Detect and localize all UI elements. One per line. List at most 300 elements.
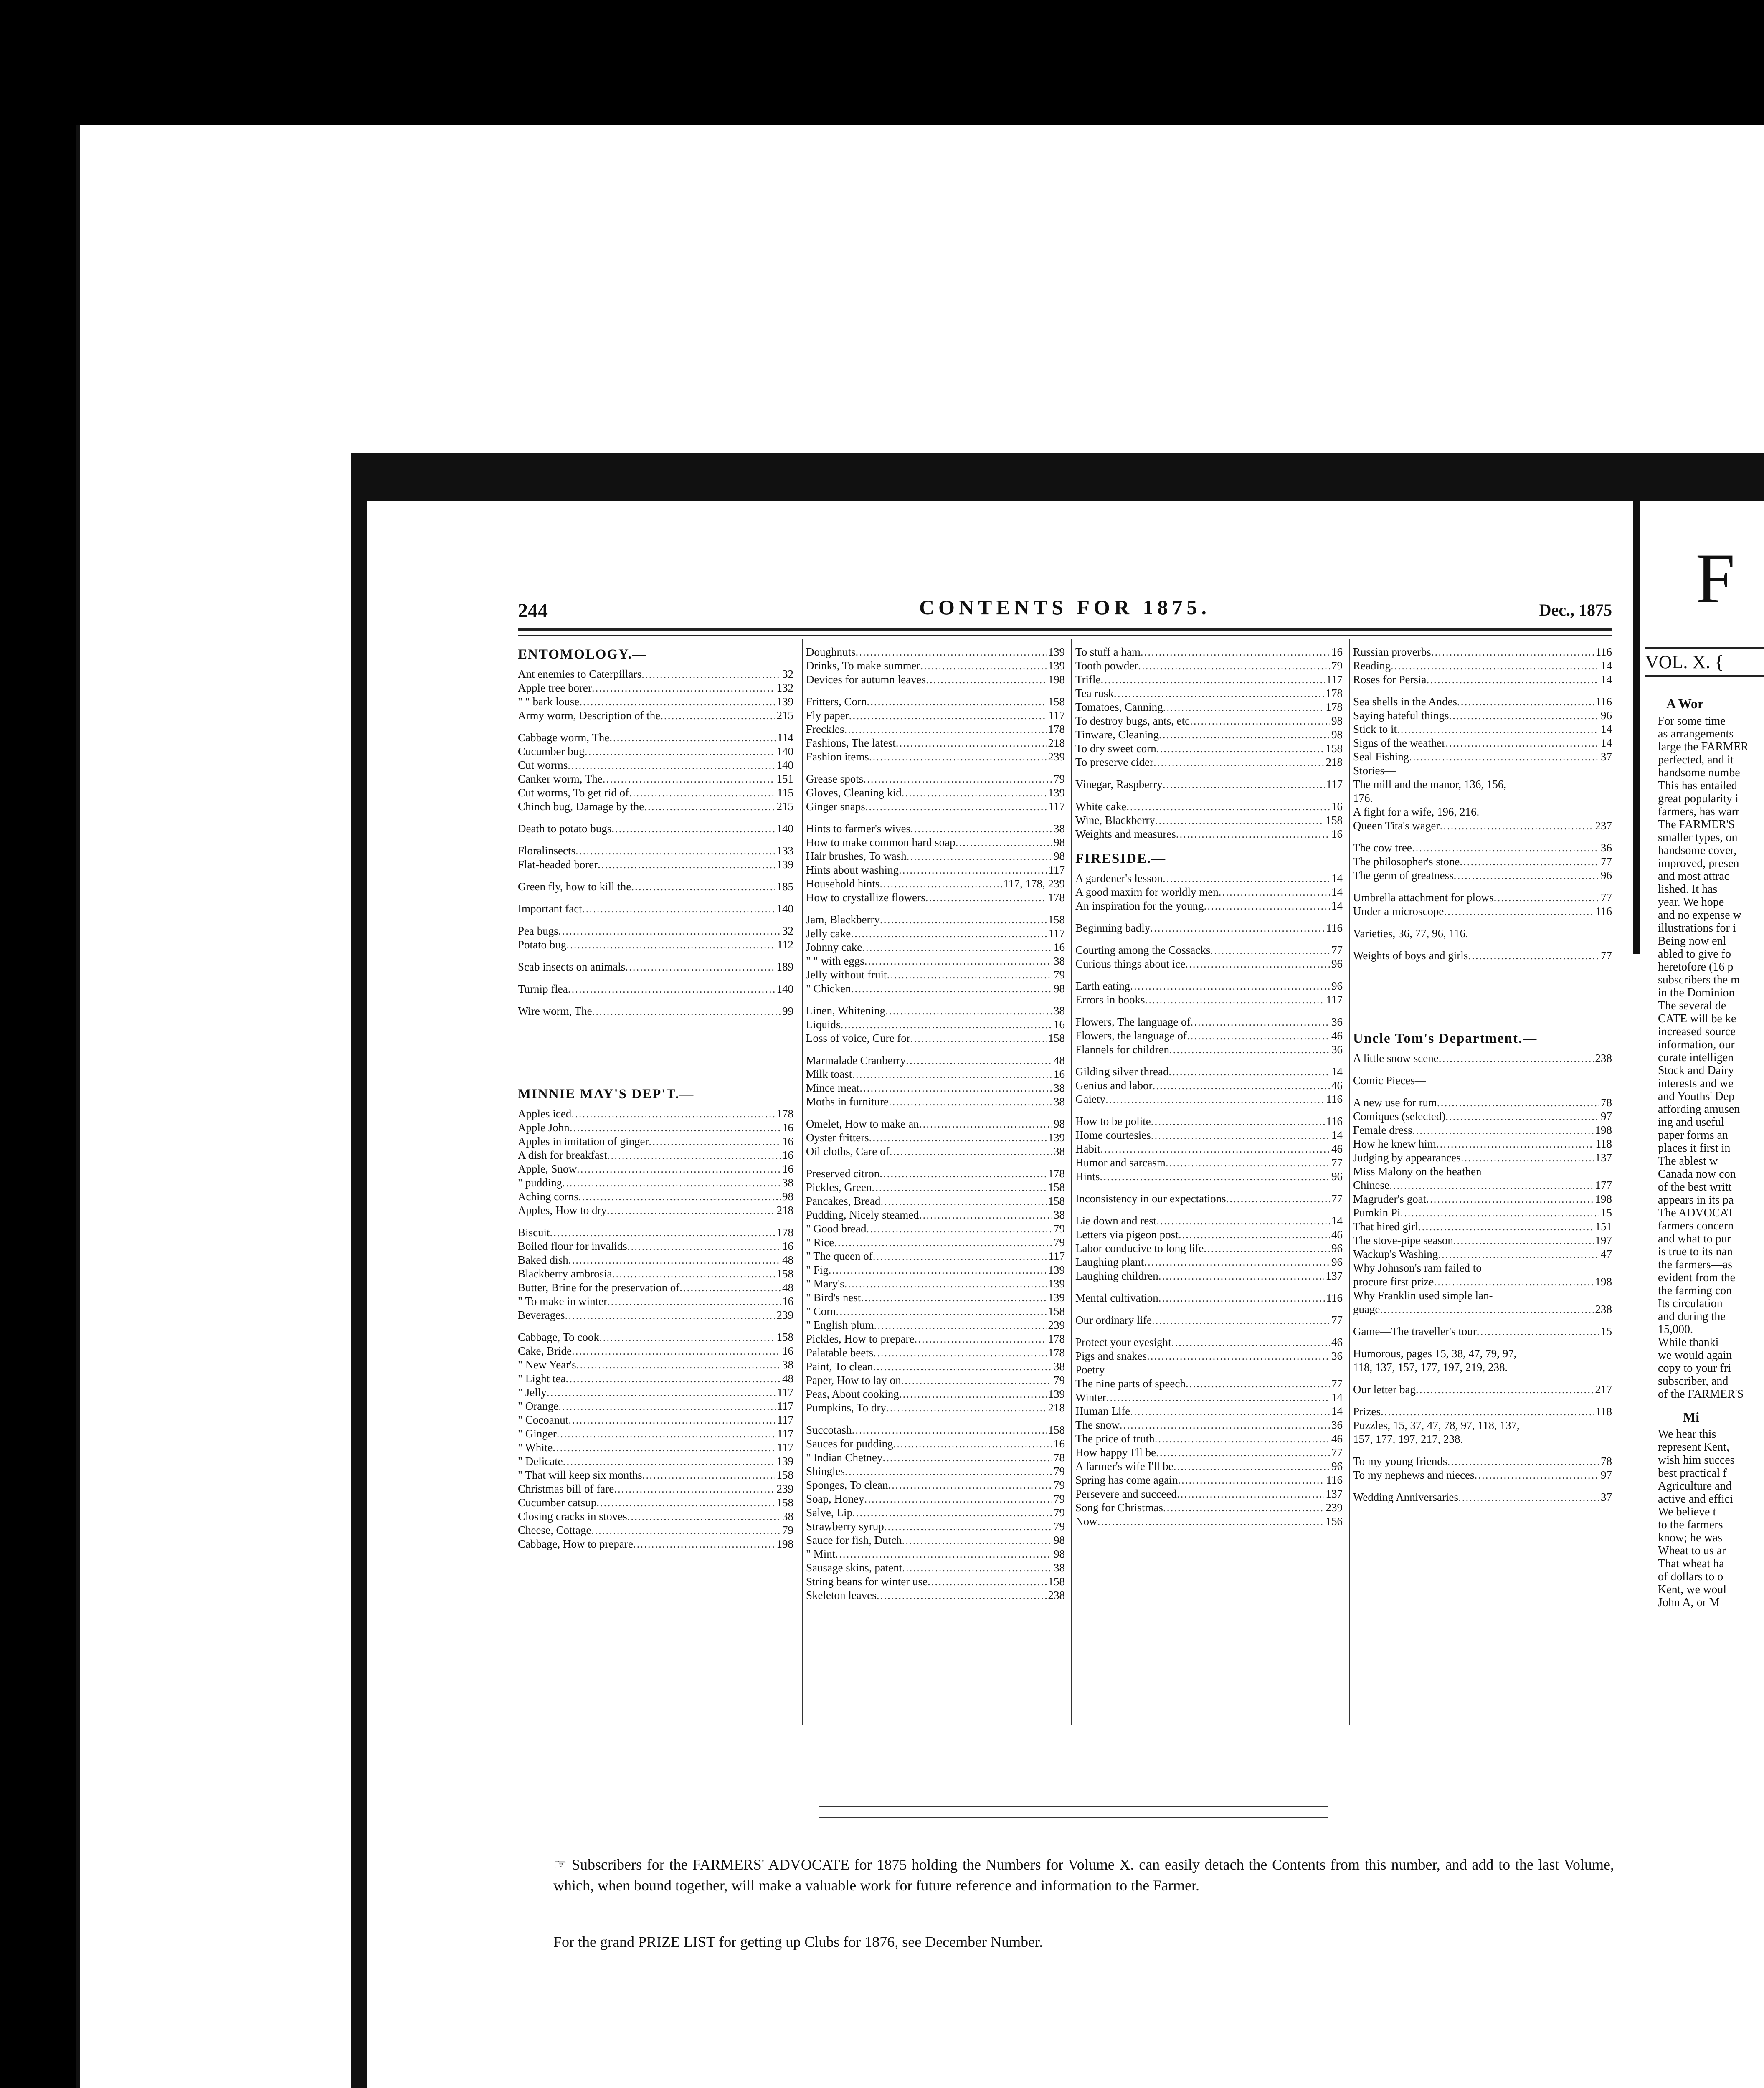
page-ref: 77 bbox=[1331, 1192, 1343, 1205]
page-ref: 79 bbox=[1054, 1465, 1065, 1477]
entry-title: Flowers, The language of bbox=[1075, 1016, 1191, 1028]
adjacent-article bbox=[1658, 697, 1764, 1609]
contents-entry bbox=[806, 1360, 1065, 1373]
dot-leader bbox=[1106, 1391, 1330, 1404]
entry-title: Weights of boys and girls bbox=[1353, 949, 1468, 962]
contents-entry bbox=[1075, 673, 1343, 687]
entry-title: " Orange bbox=[518, 1400, 559, 1412]
page-ref: 158 bbox=[1048, 1575, 1065, 1588]
dot-leader bbox=[644, 800, 775, 813]
page-ref: 132 bbox=[776, 682, 793, 694]
contents-entry bbox=[518, 709, 793, 722]
entry-title: Cut worms bbox=[518, 759, 568, 771]
entry-title: Butter, Brine for the preservation of bbox=[518, 1281, 680, 1294]
page-ref: 37 bbox=[1601, 750, 1612, 763]
contents-entry bbox=[1353, 778, 1612, 791]
entry-title: Laughing plant bbox=[1075, 1256, 1144, 1268]
dot-leader bbox=[1444, 905, 1594, 918]
page-ref: 96 bbox=[1601, 709, 1612, 722]
section-heading: MINNIE MAY'S DEP'T.— bbox=[518, 1087, 694, 1102]
dot-leader bbox=[592, 1004, 781, 1018]
adjacent-line: John A, or M bbox=[1658, 1596, 1720, 1609]
entry-title: Lie down and rest bbox=[1075, 1214, 1157, 1227]
entry-title: Tinware, Cleaning bbox=[1075, 728, 1159, 741]
dot-leader bbox=[557, 1427, 776, 1441]
contents-entry bbox=[1353, 855, 1612, 869]
entry-title: Biscuit bbox=[518, 1226, 550, 1239]
dot-leader bbox=[571, 1107, 775, 1121]
dot-leader bbox=[869, 750, 1047, 764]
entry-title: Blackberry ambrosia bbox=[518, 1267, 612, 1280]
page-ref: 48 bbox=[782, 1254, 793, 1266]
contents-entry bbox=[1075, 813, 1343, 827]
contents-entry bbox=[806, 1437, 1065, 1451]
dot-leader bbox=[568, 758, 775, 772]
page-ref: 79 bbox=[1054, 1222, 1065, 1235]
page-ref: 38 bbox=[1054, 822, 1065, 835]
dot-leader bbox=[1130, 1404, 1330, 1418]
dot-leader bbox=[627, 1239, 781, 1253]
dot-leader bbox=[1440, 819, 1593, 833]
page-title: CONTENTS FOR 1875. bbox=[919, 595, 1211, 619]
entry-title: " English plum bbox=[806, 1319, 874, 1331]
contents-entry bbox=[806, 1346, 1065, 1360]
adjacent-line: subscribers the m bbox=[1658, 973, 1740, 986]
entry-title: " Fig bbox=[806, 1264, 829, 1276]
entry-title: Humorous, pages 15, 38, 47, 79, 97, bbox=[1353, 1347, 1517, 1360]
page-ref: 38 bbox=[1054, 1145, 1065, 1158]
contents-entry bbox=[518, 1413, 793, 1427]
adjacent-line: increased source bbox=[1658, 1025, 1736, 1038]
contents-entry bbox=[806, 673, 1065, 687]
spacer bbox=[1075, 791, 1343, 800]
page-ref: 117 bbox=[777, 1400, 793, 1412]
dot-leader bbox=[1166, 1156, 1330, 1170]
dot-leader bbox=[1226, 1192, 1330, 1206]
contents-entry bbox=[806, 1387, 1065, 1401]
entry-title: Labor conducive to long life bbox=[1075, 1242, 1204, 1254]
entry-title: Loss of voice, Cure for bbox=[806, 1032, 910, 1044]
adjacent-line: improved, presen bbox=[1658, 857, 1739, 870]
entry-title: Pumpkins, To dry bbox=[806, 1401, 886, 1414]
page-ref: 117 bbox=[777, 1386, 793, 1399]
page-ref: 77 bbox=[1331, 1446, 1343, 1459]
contents-entry bbox=[1353, 645, 1612, 659]
entry-title: Chinch bug, Damage by the bbox=[518, 800, 644, 813]
page-ref: 117 bbox=[1048, 927, 1065, 940]
page-ref: 137 bbox=[1326, 1270, 1343, 1282]
contents-entry bbox=[518, 786, 793, 800]
binding-shadow-top bbox=[351, 453, 1764, 501]
dot-leader bbox=[1169, 1043, 1330, 1057]
dot-leader bbox=[1204, 899, 1330, 913]
dot-leader bbox=[1190, 1015, 1330, 1029]
contents-entry bbox=[1075, 1501, 1343, 1515]
entry-title: Inconsistency in our expectations bbox=[1075, 1192, 1226, 1205]
binding-shadow-right bbox=[1633, 453, 1640, 954]
entry-title: To dry sweet corn bbox=[1075, 742, 1156, 755]
spacer bbox=[1075, 1305, 1343, 1313]
entry-title: Canker worm, The bbox=[518, 773, 603, 785]
contents-entry bbox=[1075, 1214, 1343, 1228]
dot-leader bbox=[1477, 1325, 1599, 1338]
contents-entry bbox=[1353, 1325, 1612, 1338]
page-ref: 218 bbox=[776, 1204, 793, 1216]
page-ref: 14 bbox=[1601, 723, 1612, 735]
page-ref: 79 bbox=[1054, 968, 1065, 981]
entry-title: Varieties, 36, 77, 96, 116. bbox=[1353, 927, 1468, 940]
page-ref: 96 bbox=[1331, 1242, 1343, 1254]
entry-title: To stuff a ham bbox=[1075, 646, 1141, 658]
contents-entry bbox=[806, 1492, 1065, 1506]
page-ref: 79 bbox=[1054, 1236, 1065, 1249]
entry-title: Pigs and snakes bbox=[1075, 1350, 1147, 1362]
dot-leader bbox=[1163, 700, 1324, 714]
page-ref: 46 bbox=[1331, 1029, 1343, 1042]
dot-leader bbox=[1468, 949, 1599, 963]
page-ref: 116 bbox=[1326, 922, 1343, 934]
contents-entry bbox=[1075, 993, 1343, 1007]
entry-title: Paint, To clean bbox=[806, 1360, 873, 1373]
contents-entry bbox=[1353, 1261, 1612, 1275]
contents-entry bbox=[806, 1004, 1065, 1018]
page-ref: 115 bbox=[777, 786, 793, 799]
dot-leader bbox=[1155, 813, 1324, 827]
page-ref: 139 bbox=[1048, 1264, 1065, 1276]
contents-entry bbox=[518, 1226, 793, 1239]
dot-leader bbox=[1158, 1269, 1324, 1283]
contents-entry bbox=[518, 1190, 793, 1204]
dot-leader bbox=[889, 1095, 1052, 1109]
dot-leader bbox=[865, 800, 1047, 813]
dot-leader bbox=[1173, 1460, 1330, 1473]
section-heading: FIRESIDE.— bbox=[1075, 851, 1166, 866]
entry-title: Flowers, the language of bbox=[1075, 1029, 1187, 1042]
page-ref: 98 bbox=[1331, 728, 1343, 741]
adjacent-line: represent Kent, bbox=[1658, 1441, 1730, 1454]
page-ref: 16 bbox=[782, 1149, 793, 1161]
dot-leader bbox=[558, 924, 781, 938]
spacer bbox=[806, 996, 1065, 1004]
dot-leader bbox=[1138, 659, 1330, 673]
contents-entry bbox=[1353, 709, 1612, 722]
adjacent-line: places it first in bbox=[1658, 1142, 1731, 1155]
page-ref: 117 bbox=[777, 1441, 793, 1454]
page-ref: 197 bbox=[1595, 1234, 1612, 1247]
dot-leader bbox=[879, 877, 1001, 891]
contents-entry bbox=[518, 1523, 793, 1537]
page-ref: 15 bbox=[1601, 1206, 1612, 1219]
entry-title: Cake, Bride bbox=[518, 1345, 572, 1357]
contents-entry bbox=[806, 1054, 1065, 1067]
dot-leader bbox=[851, 927, 1047, 940]
page-ref: 14 bbox=[1331, 1129, 1343, 1141]
contents-entry bbox=[806, 800, 1065, 813]
entry-title: " Corn bbox=[806, 1305, 836, 1318]
entry-title: Pea bugs bbox=[518, 925, 558, 937]
dot-leader bbox=[578, 1190, 781, 1204]
contents-entry bbox=[1353, 1361, 1612, 1374]
dot-leader bbox=[1156, 1214, 1330, 1228]
entry-title: Death to potato bugs bbox=[518, 822, 612, 835]
contents-entry bbox=[806, 1305, 1065, 1318]
page-ref: 48 bbox=[782, 1372, 793, 1385]
entry-title: Why Franklin used simple lan- bbox=[1353, 1289, 1493, 1302]
contents-entry bbox=[1075, 1228, 1343, 1242]
adjacent-line: as arrangements bbox=[1658, 727, 1734, 740]
dot-leader bbox=[880, 913, 1047, 927]
page-ref: 140 bbox=[776, 983, 793, 995]
adjacent-line: best practical f bbox=[1658, 1467, 1727, 1480]
page-ref: 178 bbox=[776, 1226, 793, 1239]
entry-title: " " bark louse bbox=[518, 695, 580, 708]
contents-entry bbox=[1353, 805, 1612, 819]
page-ref: 139 bbox=[1048, 786, 1065, 799]
page-ref: 198 bbox=[1595, 1124, 1612, 1136]
page-ref: 151 bbox=[776, 773, 793, 785]
dot-leader bbox=[873, 1249, 1047, 1263]
dot-leader bbox=[844, 1277, 1047, 1291]
dot-leader bbox=[1120, 1418, 1330, 1432]
page-ref: 158 bbox=[1326, 742, 1343, 755]
prize-list-note: For the grand PRIZE LIST for getting up Clubs for 1876, see December Number. bbox=[553, 1933, 1043, 1950]
adjacent-line: Canada now con bbox=[1658, 1168, 1736, 1181]
page-ref: 14 bbox=[1331, 900, 1343, 912]
adjacent-line: great popularity i bbox=[1658, 792, 1739, 805]
contents-entry bbox=[806, 940, 1065, 954]
page-ref: 178 bbox=[1048, 891, 1065, 904]
spacer bbox=[518, 1217, 793, 1226]
contents-entry bbox=[806, 954, 1065, 968]
dot-leader bbox=[1454, 869, 1599, 882]
dot-leader bbox=[592, 681, 775, 695]
entry-title: String beans for winter use bbox=[806, 1575, 928, 1588]
contents-entry bbox=[1075, 827, 1343, 841]
spacer bbox=[1075, 1206, 1343, 1214]
dot-leader bbox=[1159, 728, 1330, 742]
contents-entry bbox=[1353, 1302, 1612, 1316]
page-ref: 47 bbox=[1601, 1248, 1612, 1260]
dot-leader bbox=[1494, 891, 1599, 905]
entry-title: Game—The traveller's tour bbox=[1353, 1325, 1477, 1338]
page-ref: 16 bbox=[782, 1135, 793, 1148]
dot-leader bbox=[1168, 1065, 1330, 1079]
entry-title: Hints bbox=[1075, 1170, 1100, 1183]
contents-entry bbox=[1075, 800, 1343, 813]
page-ref: 16 bbox=[1331, 800, 1343, 813]
adjacent-line: handsome numbe bbox=[1658, 766, 1740, 779]
page-ref: 79 bbox=[1054, 1374, 1065, 1386]
dot-leader bbox=[1163, 872, 1330, 885]
entry-title: How to make common hard soap bbox=[806, 836, 956, 849]
page-ref: 178 bbox=[1048, 1333, 1065, 1345]
adjacent-text bbox=[1658, 715, 1764, 1401]
entry-title: Queen Tita's wager bbox=[1353, 819, 1440, 832]
contents-entry bbox=[1353, 659, 1612, 673]
entry-title: The cow tree bbox=[1353, 841, 1412, 854]
dot-leader bbox=[1151, 1115, 1325, 1128]
dot-leader bbox=[607, 1204, 775, 1217]
page-ref: 16 bbox=[1054, 1018, 1065, 1031]
entry-title: Aching corns bbox=[518, 1190, 578, 1203]
entry-title: Sauce for fish, Dutch bbox=[806, 1534, 902, 1546]
dot-leader bbox=[625, 960, 775, 974]
entry-title: Cucumber catsup bbox=[518, 1496, 597, 1509]
dot-leader bbox=[867, 695, 1047, 709]
entry-title: Gloves, Cleaning kid bbox=[806, 786, 902, 799]
entry-title: Pudding, Nicely steamed bbox=[806, 1209, 919, 1221]
page-ref: 96 bbox=[1331, 1170, 1343, 1183]
dot-leader bbox=[907, 849, 1052, 863]
contents-entry bbox=[518, 1239, 793, 1253]
entry-title: Cucumber bug bbox=[518, 745, 585, 758]
dot-leader bbox=[568, 1413, 775, 1427]
entry-title: Boiled flour for invalids bbox=[518, 1240, 627, 1252]
page-ref: 15 bbox=[1601, 1325, 1612, 1338]
dot-leader bbox=[852, 1067, 1052, 1081]
dot-leader bbox=[859, 1081, 1052, 1095]
header-rule-thin bbox=[518, 635, 1612, 636]
page-ref: 156 bbox=[1326, 1515, 1343, 1528]
contents-entry bbox=[806, 1031, 1065, 1045]
page-ref: 98 bbox=[1331, 715, 1343, 727]
page-ref: 215 bbox=[776, 800, 793, 813]
spacer bbox=[1353, 940, 1612, 949]
entry-title: Our letter bag bbox=[1353, 1383, 1416, 1396]
dot-leader bbox=[1171, 1335, 1330, 1349]
dot-leader bbox=[568, 1253, 781, 1267]
contents-entry bbox=[806, 1208, 1065, 1222]
entry-title: Humor and sarcasm bbox=[1075, 1156, 1166, 1169]
entry-title: Strawberry syrup bbox=[806, 1520, 884, 1533]
page-ref: 137 bbox=[1326, 1487, 1343, 1500]
adjacent-line: and Youths' Dep bbox=[1658, 1090, 1735, 1103]
page-ref: 14 bbox=[1601, 673, 1612, 686]
adjacent-line: Wheat to us ar bbox=[1658, 1544, 1726, 1557]
contents-entry bbox=[806, 1167, 1065, 1181]
spacer bbox=[518, 836, 793, 844]
page-ref: 116 bbox=[1326, 1292, 1343, 1304]
page-ref: 16 bbox=[1054, 941, 1065, 953]
page-ref: 117 bbox=[777, 1427, 793, 1440]
contents-entry bbox=[806, 722, 1065, 736]
dot-leader bbox=[1449, 709, 1599, 722]
page-ref: 177 bbox=[1595, 1179, 1612, 1191]
entry-title: Skeleton leaves bbox=[806, 1589, 877, 1601]
spacer bbox=[1075, 1327, 1343, 1335]
contents-entry bbox=[1353, 1137, 1612, 1151]
contents-entry bbox=[1353, 1289, 1612, 1302]
entry-title: Freckles bbox=[806, 723, 844, 735]
entry-title: To preserve cider bbox=[1075, 756, 1154, 768]
contents-entry bbox=[518, 1455, 793, 1468]
contents-entry bbox=[518, 1253, 793, 1267]
entry-title: Mental cultivation bbox=[1075, 1292, 1158, 1304]
entry-title: Wedding Anniversaries bbox=[1353, 1491, 1459, 1503]
page-ref: 114 bbox=[777, 731, 793, 744]
adjacent-line: is true to its nan bbox=[1658, 1245, 1733, 1258]
adjacent-line: For some time bbox=[1658, 715, 1726, 727]
page-ref: 239 bbox=[1326, 1501, 1343, 1514]
spacer bbox=[518, 872, 793, 880]
page-ref: 78 bbox=[1601, 1096, 1612, 1109]
dot-leader bbox=[1178, 1473, 1324, 1487]
page-ref: 140 bbox=[776, 902, 793, 915]
dot-leader bbox=[570, 1121, 781, 1135]
spacer bbox=[1353, 1065, 1612, 1074]
spacer bbox=[806, 1109, 1065, 1117]
entry-title: Johnny cake bbox=[806, 941, 862, 953]
page-ref: 140 bbox=[776, 745, 793, 758]
contents-entry bbox=[1353, 1347, 1612, 1361]
dot-leader bbox=[1130, 979, 1330, 993]
sheet-edge-left bbox=[76, 125, 80, 2088]
entry-title: " Mary's bbox=[806, 1277, 844, 1290]
adjacent-line: and what to pur bbox=[1658, 1232, 1731, 1245]
entry-title: Fritters, Corn bbox=[806, 695, 867, 708]
dot-leader bbox=[563, 1455, 775, 1468]
page-ref: 79 bbox=[782, 1524, 793, 1536]
contents-entry bbox=[1075, 1128, 1343, 1142]
spacer bbox=[1353, 1338, 1612, 1347]
contents-entry bbox=[1353, 1247, 1612, 1261]
contents-entry bbox=[1075, 659, 1343, 673]
page-ref: 117 bbox=[1048, 800, 1065, 813]
dot-leader bbox=[861, 1291, 1046, 1305]
adjacent-line: curate intelligen bbox=[1658, 1051, 1734, 1064]
contents-entry bbox=[1353, 750, 1612, 764]
adjacent-line: The ablest w bbox=[1658, 1155, 1718, 1168]
dot-leader bbox=[679, 1281, 781, 1295]
page-ref: 112 bbox=[777, 938, 793, 951]
dot-leader bbox=[599, 1330, 775, 1344]
entry-title: " Cocoanut bbox=[518, 1414, 569, 1426]
dot-leader bbox=[572, 1344, 781, 1358]
adjacent-line: active and effici bbox=[1658, 1493, 1733, 1505]
contents-entry bbox=[1353, 1234, 1612, 1247]
entry-title: Stories— bbox=[1353, 764, 1396, 777]
entry-title: To my nephews and nieces bbox=[1353, 1469, 1475, 1481]
contents-entry bbox=[1353, 1096, 1612, 1110]
contents-entry bbox=[1353, 1432, 1612, 1446]
dot-leader bbox=[899, 863, 1047, 877]
entry-title: White cake bbox=[1075, 800, 1127, 813]
page-ref: 185 bbox=[776, 880, 793, 893]
adjacent-line: appears in its pa bbox=[1658, 1194, 1734, 1206]
entry-title: Laughing children bbox=[1075, 1270, 1158, 1282]
dot-leader bbox=[1156, 742, 1324, 755]
contents-entry bbox=[518, 822, 793, 836]
contents-entry bbox=[1353, 949, 1612, 963]
ornamental-rule bbox=[819, 1806, 1328, 1818]
contents-entry bbox=[1075, 1170, 1343, 1183]
spacer bbox=[518, 952, 793, 960]
contents-entry bbox=[806, 913, 1065, 927]
entry-title: The philosopher's stone bbox=[1353, 855, 1460, 868]
entry-title: Weights and measures bbox=[1075, 828, 1176, 840]
entry-title: Spring has come again bbox=[1075, 1474, 1178, 1486]
entry-title: Trifle bbox=[1075, 673, 1101, 686]
entry-title: Apples iced bbox=[518, 1107, 572, 1120]
masthead-letter: F bbox=[1696, 539, 1735, 618]
entry-title: Prizes bbox=[1353, 1405, 1381, 1418]
adjacent-line: Being now enl bbox=[1658, 935, 1726, 948]
entry-title: Seal Fishing bbox=[1353, 750, 1409, 763]
contents-entry bbox=[518, 1468, 793, 1482]
spacer bbox=[1075, 1106, 1343, 1115]
contents-entry bbox=[1353, 891, 1612, 905]
entry-title: " Indian Chetney bbox=[806, 1451, 883, 1464]
